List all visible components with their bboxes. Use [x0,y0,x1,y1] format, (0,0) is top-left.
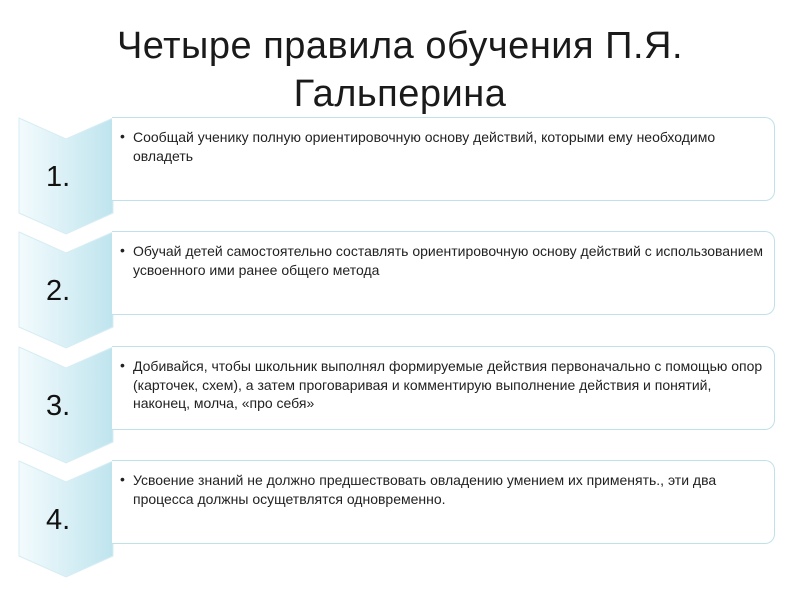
step-4 [18,460,778,578]
step-2 [18,231,778,349]
bullet: • [120,357,125,373]
step-number: 3. [46,390,71,422]
step-3 [18,346,778,464]
step-text: Усвоение знаний не должно предшествовать овладению умением их применять., эти два процесса должны осущетвлятся одновременно. [133,472,717,507]
step-number: 1. [46,161,71,193]
chevron-4 [18,460,114,578]
chevron-2 [18,231,114,349]
bullet: • [120,128,125,144]
bullet: • [120,471,125,487]
page-title: Четыре правила обучения П.Я. Гальперина [116,25,684,115]
step-box [112,346,775,430]
step-text: Сообщай ученику полную ориентировочную основу действий, которыми ему необходимо овладеть [133,129,716,164]
step-text: Обучай детей самостоятельно составлять ориентировочную основу действий с использованием усвоенного ими ранее общего метода [133,243,764,278]
bullet: • [120,242,125,258]
step-text: Добивайся, чтобы школьник выполнял формируемые действия первоначально с помощью опор (карточек, схем), а затем проговаривая и комментирую выполнение действия и понятий, наконец, молча, «про себя» [133,358,763,411]
step-box [112,231,775,315]
step-box [112,117,775,201]
step-number: 2. [46,275,71,307]
step-box [112,460,775,544]
chevron-3 [18,346,114,464]
chevron-1 [18,117,114,235]
step-1 [18,117,778,235]
step-number: 4. [46,504,71,536]
